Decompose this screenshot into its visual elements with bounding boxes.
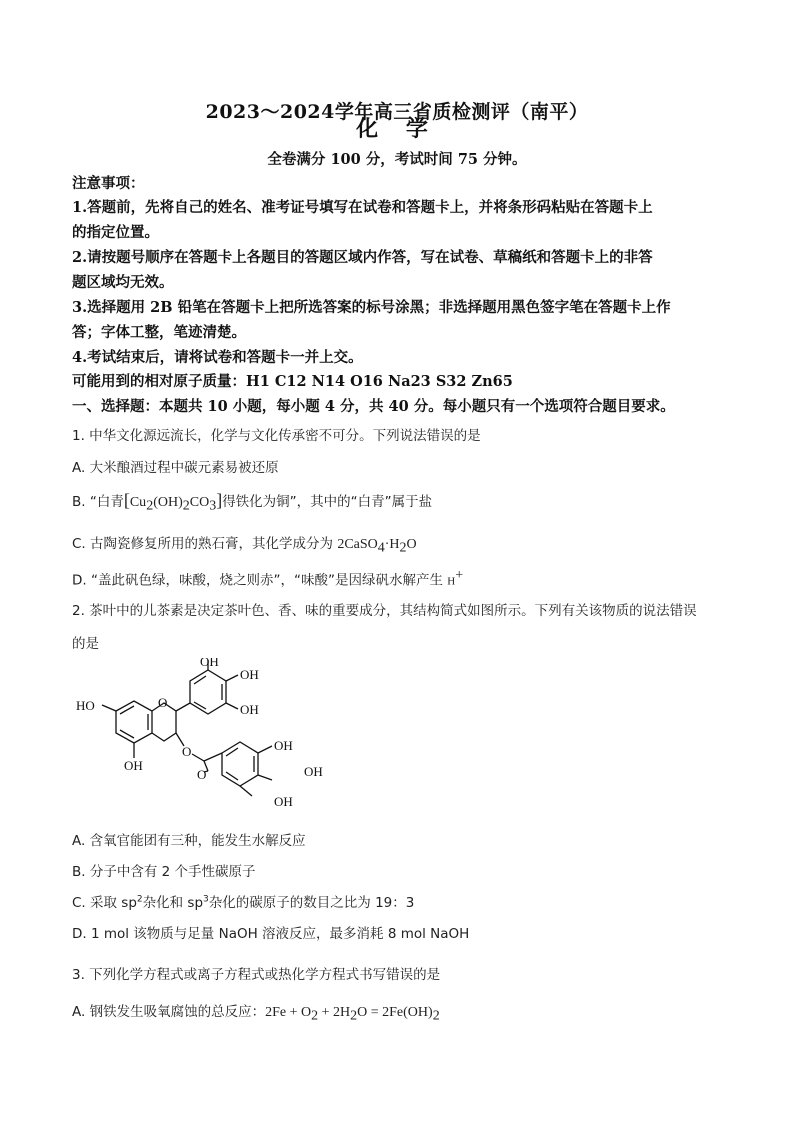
question-2-stem-continued: 的是 [72, 636, 99, 652]
exam-subtitle: 全卷满分 100 分，考试时间 75 分钟。 [267, 151, 527, 168]
label-ho-left: HO [76, 698, 95, 713]
atomic-mass-line: 可能用到的相对原子质量：H1 C12 N14 O16 Na23 S32 Zn65 [72, 373, 513, 390]
label-galloyl-oh-top: OH [274, 738, 293, 753]
question-1-option-a: A. 大米酿酒过程中碳元素易被还原 [72, 460, 279, 476]
label-oh-right-lower: OH [240, 702, 259, 717]
note-line: 答；字体工整，笔迹清楚。 [72, 324, 246, 341]
note-line: 1.答题前，先将自己的姓名、准考证号填写在试卷和答题卡上，并将条形码粘贴在答题卡上 [72, 199, 653, 216]
question-1-option-b: B. “白青$[Cu_2(OH)_2CO_3]$得铁化为铜”，其中的“白青”属于盐 [72, 490, 433, 514]
question-3-stem: 3. 下列化学方程式或离子方程式或热化学方程式书写错误的是 [72, 967, 441, 983]
note-line: 3.选择题用 2B 铅笔在答题卡上把所选答案的标号涂黑；非选择题用黑色签字笔在答题卡上作 [72, 299, 671, 316]
label-oh-top: OH [200, 658, 219, 669]
subject-title: 化 学 [356, 116, 438, 142]
label-ring-oxygen: O [158, 695, 168, 710]
label-galloyl-oh-mid: OH [304, 764, 323, 779]
note-line: 的指定位置。 [72, 224, 159, 241]
ring-galloyl [222, 742, 258, 786]
question-1-stem: 1. 中华文化源远流长，化学与文化传承密不可分。下列说法错误的是 [72, 428, 481, 444]
note-line: 题区域均无效。 [72, 274, 174, 291]
note-line: 2.请按题号顺序在答题卡上各题目的答题区域内作答，写在试卷、草稿纸和答题卡上的非答 [72, 249, 653, 266]
note-line: 4.考试结束后，请将试卷和答题卡一并上交。 [72, 349, 363, 366]
question-2-stem: 2. 茶叶中的儿茶素是决定茶叶色、香、味的重要成分，其结构简式如图所示。下列有关该物质的说法错误 [72, 603, 697, 619]
ring-b [190, 670, 226, 714]
question-2-option-b: B. 分子中含有 2 个手性碳原子 [72, 864, 256, 880]
section-heading: 一、选择题：本题共 10 小题，每小题 4 分，共 40 分。每小题只有一个选项符合题目要求。 [72, 398, 675, 415]
label-oh-right-upper: OH [240, 667, 259, 682]
question-2-option-a: A. 含氧官能团有三种，能发生水解反应 [72, 833, 306, 849]
exam-title: 2023～2024学年高三省质检测评（南平） [205, 101, 589, 123]
catechin-structure-diagram [72, 658, 372, 823]
notes-heading: 注意事项： [72, 175, 145, 192]
label-oh-bottom: OH [124, 758, 143, 773]
label-galloyl-oh-bottom: OH [274, 794, 293, 809]
ring-a [116, 701, 152, 743]
question-1-option-d: D. “盖此矾色绿，味酸，烧之则赤”，“味酸”是因绿矾水解产生 H+ [72, 568, 464, 589]
question-2-option-d: D. 1 mol 该物质与足量 NaOH 溶液反应，最多消耗 8 mol NaOH [72, 926, 470, 942]
question-3-option-a: A. 钢铁发生吸氧腐蚀的总反应：$2Fe + O_2 + 2H_2O = 2Fe(OH)_2$ [72, 1004, 440, 1024]
question-1-option-c: C. 古陶瓷修复所用的熟石膏，其化学成分为 $2CaSO_4\cdot H_2O$ [72, 536, 417, 556]
question-2-option-c: C. 采取 $sp^2$杂化和 $sp^3$杂化的碳原子的数目之比为 19：3 [72, 894, 415, 911]
label-ester-oxygen: O [182, 744, 192, 759]
label-carbonyl-oxygen: O [197, 767, 207, 782]
